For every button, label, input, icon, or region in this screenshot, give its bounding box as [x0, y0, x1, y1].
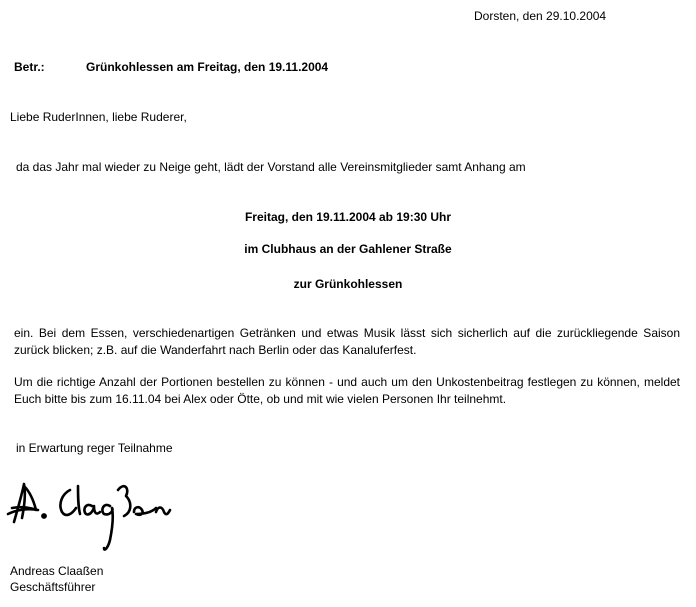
greeting: Liebe RuderInnen, liebe Ruderer,: [10, 110, 187, 124]
sender-role: Geschäftsführer: [10, 580, 96, 594]
closing-line: in Erwartung reger Teilnahme: [16, 441, 173, 455]
body-paragraph-2: Um die richtige Anzahl der Portionen bestellen zu können - und auch um den Unkostenbeitrag festlegen zu können, meldet Euch bitte bis zum 16.11.04 bei Alex oder Ötte, ob und mit wie vielen Personen Ihr teilnehmt.: [14, 375, 680, 406]
intro-sentence: da das Jahr mal wieder zu Neige geht, lädt der Vorstand alle Vereinsmitglieder samt Anhang am: [16, 160, 526, 174]
subject-label: Betr.:: [14, 60, 45, 74]
subject-text: Grünkohlessen am Freitag, den 19.11.2004: [86, 60, 329, 74]
handwritten-signature: [6, 478, 176, 558]
body-paragraph-1: ein. Bei dem Essen, verschiedenartigen Getränken und etwas Musik lässt sich sicherlich auf die zurückliegende Saison zurück blicken; z.B. auf die Wanderfahrt nach Berlin oder das Kanaluferfest.: [14, 326, 680, 357]
event-date-line: Freitag, den 19.11.2004 ab 19:30 Uhr: [244, 210, 452, 224]
event-location-line: im Clubhaus an der Gahlener Straße: [244, 242, 452, 256]
event-title-line: zur Grünkohlessen: [293, 277, 403, 291]
sender-name: Andreas Claaßen: [10, 564, 104, 578]
letter-date: Dorsten, den 29.10.2004: [474, 9, 607, 23]
